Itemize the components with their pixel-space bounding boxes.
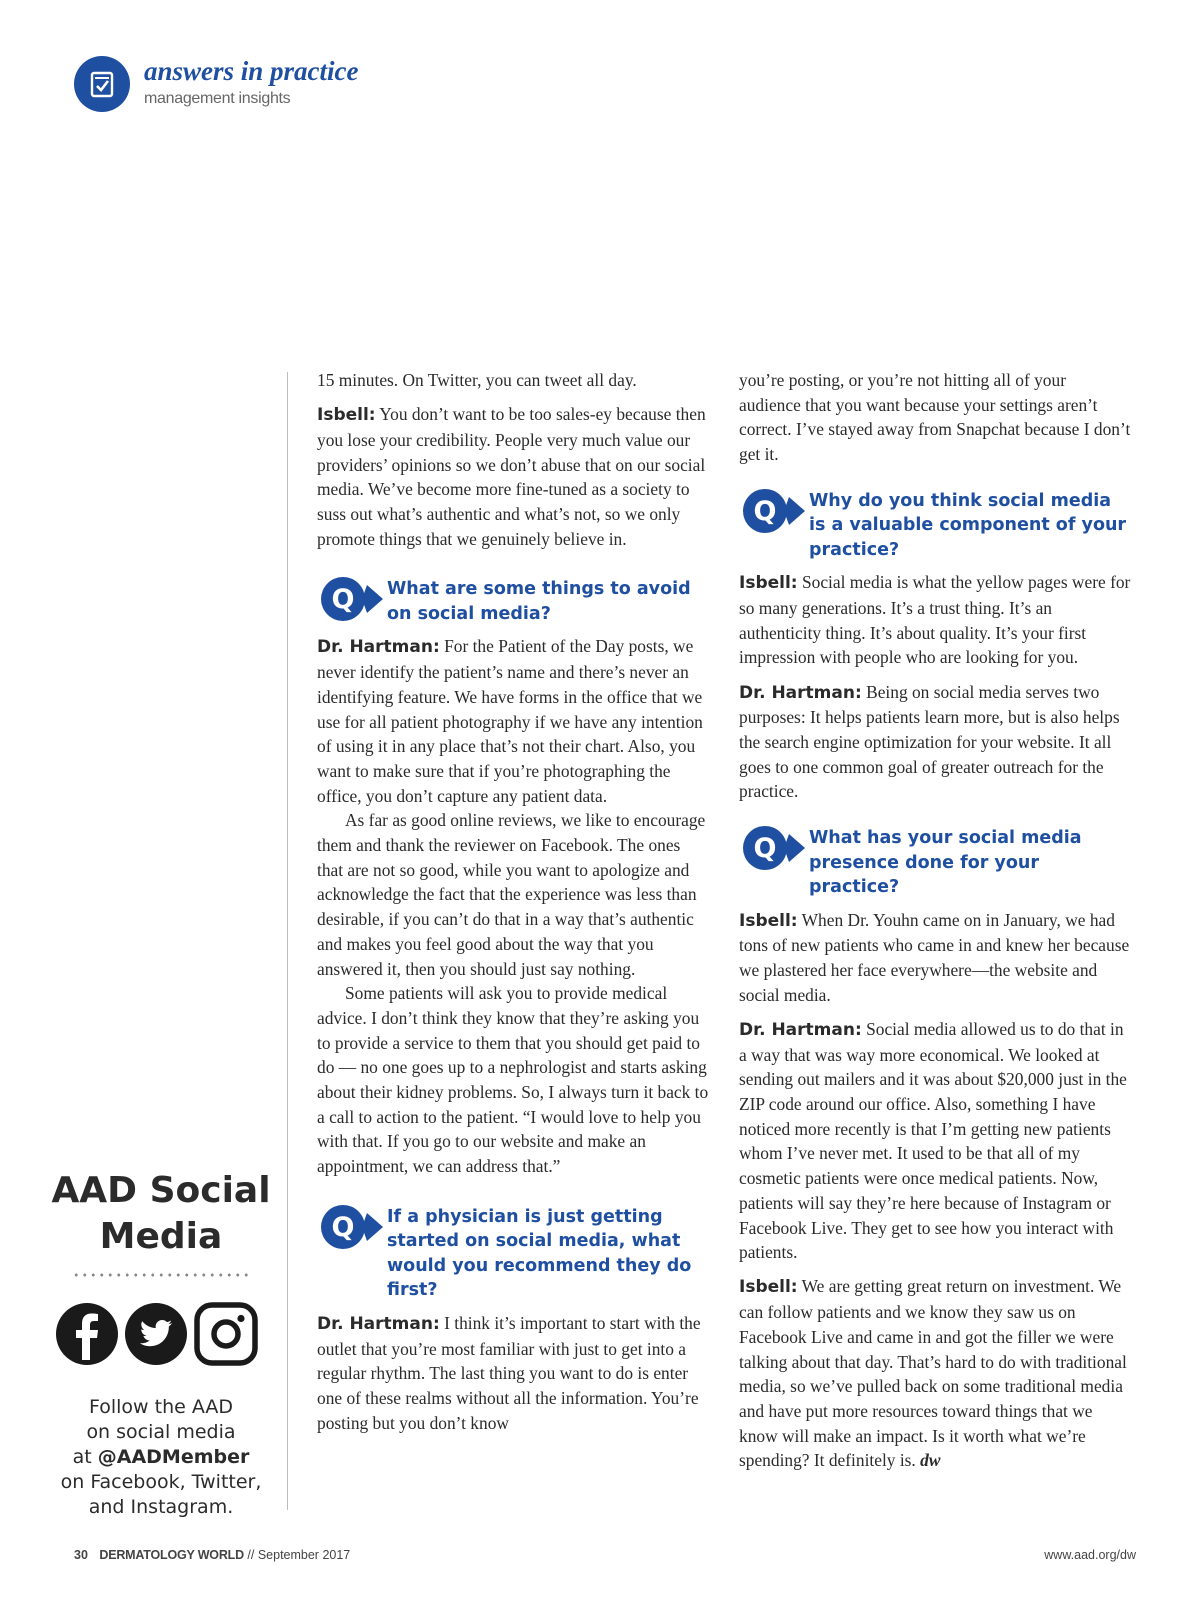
speaker-hartman: Dr. Hartman:: [317, 637, 440, 658]
aad-member-handle: @AADMember: [97, 1446, 250, 1468]
column-divider: [287, 372, 288, 1510]
paragraph: Dr. Hartman: I think it’s important to start with the outlet that you’re most familiar with just to get into a regular rhythm. The last thing you want to do is enter one of these realms without all the information. You’re posting but you don’t know: [317, 1312, 701, 1433]
speaker-isbell: Isbell:: [739, 910, 798, 931]
speaker-isbell: Isbell:: [739, 573, 798, 594]
svg-text:Q: Q: [331, 1211, 355, 1243]
section-subtitle: management insights: [144, 90, 291, 107]
question-text: Why do you think social media is a valuable component of your practice?: [809, 490, 1127, 560]
paragraph: Isbell: When Dr. Youhn came on in January, we had tons of new patients who came in and knew her because we plastered her face everywhere—the website and social media.: [739, 909, 1130, 1005]
question-q-icon: [317, 1203, 385, 1251]
speaker-isbell: Isbell:: [317, 405, 376, 426]
paragraph: 15 minutes. On Twitter, you can tweet all day.: [317, 370, 637, 390]
sidebar-follow-text: Follow the AAD on social media at @AADMember on Facebook, Twitter, and Instagram.: [60, 1396, 262, 1518]
sidebar-title: AAD Social Media: [51, 1170, 271, 1257]
speaker-hartman: Dr. Hartman:: [739, 1019, 862, 1040]
speaker-hartman: Dr. Hartman:: [739, 682, 862, 703]
svg-text:Q: Q: [331, 584, 355, 616]
question-q-icon: [739, 487, 807, 535]
paragraph: Dr. Hartman: Being on social media serves two purposes: It helps patients learn more, but is also helps the search engine optimization for your website. It all goes to one common goal of greater outreach for the practice.: [739, 681, 1120, 802]
paragraph: As far as good online reviews, we like to encourage them and thank the reviewer on Facebook. The ones that are not so good, while you want to apologize and acknowledge the fact that the experience was less than desirable, if you can’t do that in a way that’s authentic and makes you feel good about the way that you answered it, then you should just say nothing.: [317, 810, 706, 979]
paragraph: Dr. Hartman: Social media allowed us to do that in a way that was way more economical. We looked at sending out mailers and it was about $20,000 just in the ZIP code around our office. Also, something I have noticed more recently is that I’m getting new patients whom I’ve never met. It used to be that all of my cosmetic patients were once medical patients. Now, patients will say they’re here because of Instagram or Facebook Live. They get to see how you interact with patients.: [739, 1018, 1127, 1263]
footer-left: [74, 1548, 350, 1562]
question-text: If a physician is just getting started on social media, what would you recommend they do first?: [387, 1206, 692, 1301]
section-title: answers in practice: [144, 56, 359, 86]
paragraph: you’re posting, or you’re not hitting all of your audience that you want because your settings aren’t correct. I’ve stayed away from Snapchat because I don’t get it.: [739, 370, 1131, 465]
paragraph: Dr. Hartman: For the Patient of the Day posts, we never identify the patient’s name and there’s never an identifying feature. We have forms in the office that we use for all patient photography if we have any intention of using it in any place that’s not their chart. Also, you want to make sure that if you’re photographing the office, you don’t capture any patient data.: [317, 636, 703, 806]
speaker-hartman: Dr. Hartman:: [317, 1313, 440, 1334]
issue-date: September 2017: [257, 1548, 351, 1562]
checklist-icon: [74, 56, 130, 112]
paragraph: Isbell: We are getting great return on investment. We can follow patients and we know they saw us on Facebook Live and came in and got the filler we were talking about that day. That’s hard to do with traditional media, so we’ve pulled back on some traditional media and have put more resources toward things that we know will make an impact. Is it worth what we’re spending? It definitely is. dw: [739, 1276, 1127, 1471]
paragraph: Some patients will ask you to provide medical advice. I don’t think they know that they’re asking you to provide a service to them that you should get paid to do — no one goes up to a nephrologist and starts asking about their kidney problems. So, I always turn it back to a call to action to the patient. “I would love to help you with that. If you go to our website and make an appointment, we can address that.”: [317, 983, 709, 1177]
question-text: What are some things to avoid on social media?: [387, 579, 691, 624]
question-block: [739, 489, 1131, 563]
question-text: What has your social media presence done for your practice?: [809, 828, 1082, 898]
paragraph: Isbell: Social media is what the yellow pages were for so many generations. It’s a trust thing. It’s an authenticity thing. It’s about quality. It’s your first impression with people who are looking for you.: [739, 572, 1131, 668]
question-q-icon: [739, 824, 807, 872]
question-block: [317, 1205, 709, 1303]
signoff-mark: dw: [920, 1450, 941, 1471]
instagram-icon[interactable]: [194, 1302, 258, 1366]
dotted-divider: [72, 1273, 250, 1277]
article-column-1: [317, 368, 709, 1435]
footer-url[interactable]: www.aad.org/dw: [1044, 1548, 1136, 1562]
magazine-name: DERMATOLOGY WORLD: [99, 1548, 244, 1562]
speaker-isbell: Isbell:: [739, 1277, 798, 1298]
facebook-icon[interactable]: [55, 1302, 119, 1366]
paragraph: Isbell: You don’t want to be too sales-ey because then you lose your credibility. People very much value our providers’ opinions so we don’t abuse that on our social media. We’ve become more fine-tuned as a society to suss out what’s authentic and what’s not, so we only promote things that we genuinely believe in.: [317, 404, 706, 549]
page-number: 30: [74, 1548, 88, 1562]
question-block: [739, 826, 1131, 900]
article-column-2: [739, 368, 1131, 1483]
question-block: [317, 577, 709, 626]
twitter-icon[interactable]: [124, 1302, 188, 1366]
svg-text:Q: Q: [753, 495, 777, 527]
footer-separator: //: [247, 1548, 255, 1562]
question-q-icon: [317, 575, 385, 623]
svg-text:Q: Q: [753, 833, 777, 865]
